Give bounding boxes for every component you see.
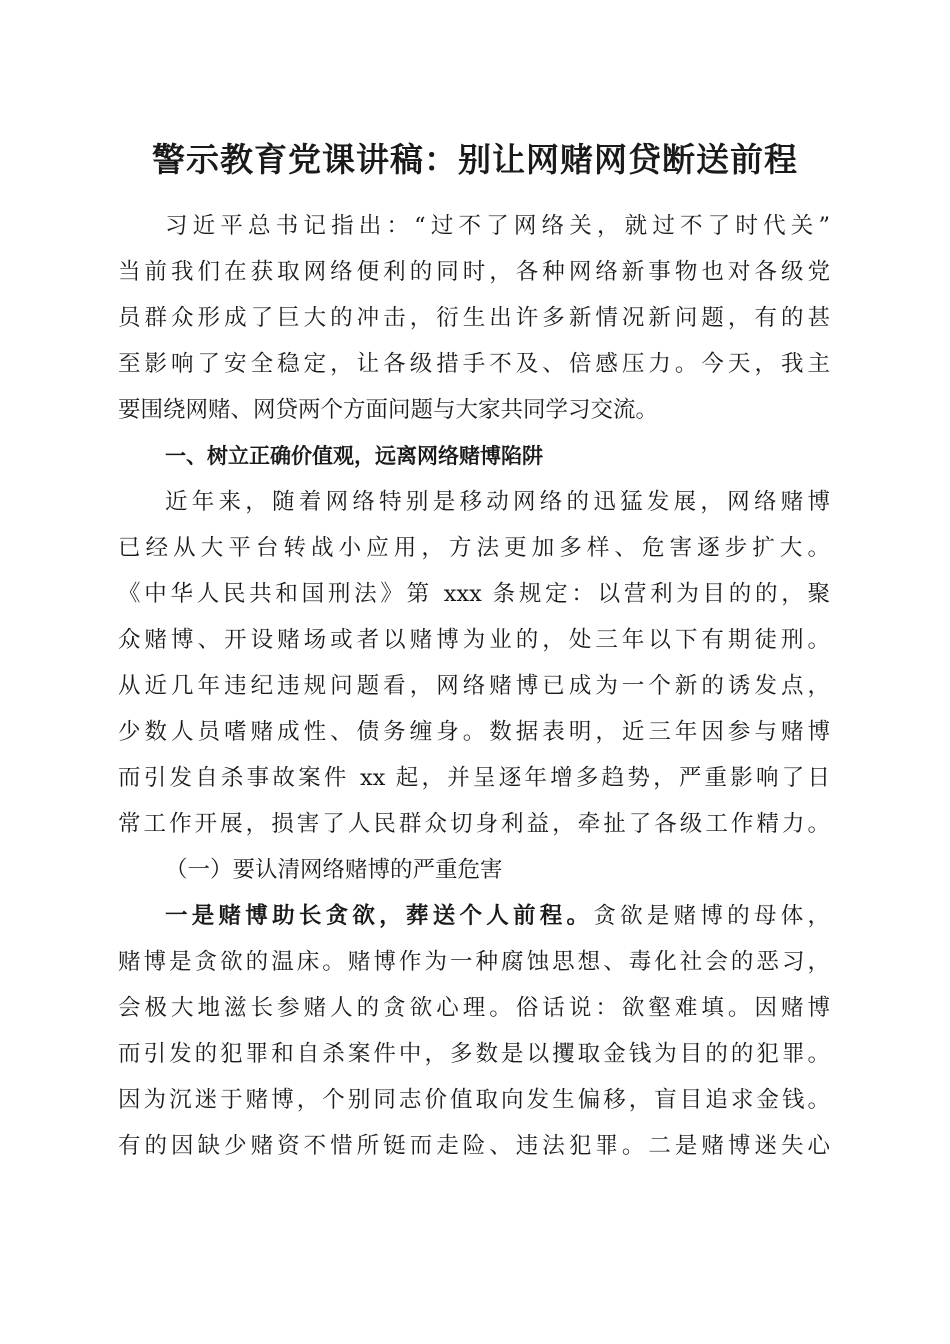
document-title: 警示教育党课讲稿：别让网赌网贷断送前程: [152, 140, 798, 179]
intro-line-4: 至影响了安全稳定，让各级措手不及、倍感压力。今天，我主: [118, 351, 830, 377]
intro-line-2: 当前我们在获取网络便利的同时，各种网络新事物也对各级党: [118, 259, 830, 285]
point-1-line-4: 而引发的犯罪和自杀案件中，多数是以攫取金钱为目的的犯罪。: [118, 1041, 830, 1067]
section-1-line-7: 而引发自杀事故案件 xx 起，并呈逐年增多趋势，严重影响了日: [118, 765, 830, 791]
intro-line-5: 要围绕网赌、网贷两个方面问题与大家共同学习交流。: [118, 397, 659, 423]
point-1-lead: 一是赌博助长贪欲，葬送个人前程。: [165, 903, 594, 929]
point-1-line-5: 因为沉迷于赌博，个别同志价值取向发生偏移，盲目追求金钱。: [118, 1087, 830, 1113]
point-1-line-6: 有的因缺少赌资不惜所铤而走险、违法犯罪。二是赌博迷失心: [118, 1133, 830, 1159]
intro-line-1: 习近平总书记指出：“过不了网络关，就过不了时代关”: [165, 213, 830, 239]
section-1-line-4: 众赌博、开设赌场或者以赌博为业的，处三年以下有期徒刑。: [118, 627, 830, 653]
subsection-1-heading: （一）要认清网络赌博的严重危害: [165, 857, 503, 883]
section-1-line-2: 已经从大平台转战小应用，方法更加多样、危害逐步扩大。: [118, 535, 830, 561]
section-1-line-1: 近年来，随着网络特别是移动网络的迅猛发展，网络赌博: [165, 489, 830, 515]
section-1-heading: 一、树立正确价值观，远离网络赌博陷阱: [165, 444, 543, 468]
section-1-line-8: 常工作开展，损害了人民群众切身利益，牵扯了各级工作精力。: [118, 811, 830, 837]
point-1-line-2: 赌博是贪欲的温床。赌博作为一种腐蚀思想、毒化社会的恶习，: [118, 949, 830, 975]
intro-line-3: 员群众形成了巨大的冲击，衍生出许多新情况新问题，有的甚: [118, 305, 830, 331]
point-1-lead-rest: 贪欲是赌博的母体，: [593, 903, 830, 929]
point-1-line-3: 会极大地滋长参赌人的贪欲心理。俗话说：欲壑难填。因赌博: [118, 995, 830, 1021]
section-1-line-5: 从近几年违纪违规问题看，网络赌博已成为一个新的诱发点，: [118, 673, 830, 699]
point-1-line-1: [165, 893, 830, 939]
section-1-line-6: 少数人员嗜赌成性、债务缠身。数据表明，近三年因参与赌博: [118, 719, 830, 745]
section-1-line-3: 《中华人民共和国刑法》第 xxx 条规定：以营利为目的的，聚: [118, 581, 830, 607]
